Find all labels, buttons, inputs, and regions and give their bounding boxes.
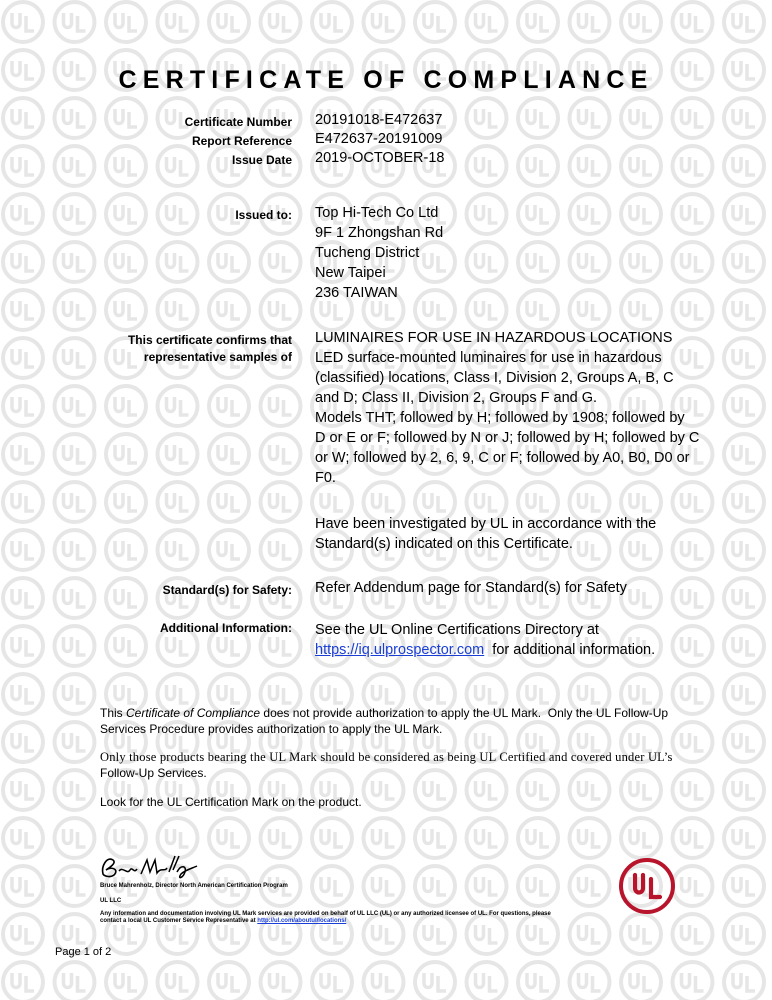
product-description bbox=[315, 328, 725, 488]
report-reference: E472637-20191009 bbox=[315, 131, 443, 147]
additional-info bbox=[315, 620, 725, 660]
standards-label: Standard(s) for Safety: bbox=[162, 583, 292, 597]
disclaimer-line2: contact a local UL Customer Service Representative at http://ul.com/aboutul/locations/ bbox=[100, 918, 347, 924]
investigation-statement bbox=[315, 514, 725, 554]
ulprospector-link[interactable]: https://iq.ulprospector.com bbox=[315, 642, 485, 658]
confirms-label-line2: representative samples of bbox=[143, 350, 292, 364]
description-line: LED surface-mounted luminaires for use in hazardous bbox=[315, 350, 662, 366]
additional-info-label: Additional Information: bbox=[160, 621, 292, 635]
description-line: Models THT; followed by H; followed by 1908; followed by bbox=[315, 410, 685, 426]
issued-to-address bbox=[315, 203, 725, 303]
disclaimer-line1: Any information and documentation involving UL Mark services are provided on behalf of UL LLC (UL) or any authorized licensee of UL. For questions, please bbox=[100, 911, 551, 917]
address-line: 9F 1 Zhongshan Rd bbox=[315, 225, 444, 241]
handwritten-signature bbox=[97, 850, 202, 882]
signer-name: Bruce Mahrenholz, Director North American Certification Program bbox=[100, 883, 288, 889]
address-line: New Taipei bbox=[315, 265, 386, 281]
page-number: Page 1 of 2 bbox=[55, 946, 112, 958]
description-line: and D; Class II, Division 2, Groups F and G. bbox=[315, 390, 598, 406]
ul-logo-icon bbox=[619, 858, 675, 914]
description-line: (classified) locations, Class I, Division 2, Groups A, B, C bbox=[315, 370, 674, 386]
standards-value: Refer Addendum page for Standard(s) for Safety bbox=[315, 580, 627, 596]
issued-to-label: Issued to: bbox=[235, 208, 292, 222]
company-name: UL LLC bbox=[100, 898, 122, 904]
address-line: Top Hi-Tech Co Ltd bbox=[315, 205, 439, 221]
certificate-number: 20191018-E472637 bbox=[315, 112, 443, 128]
additional-info-line1: See the UL Online Certifications Directory at bbox=[315, 622, 599, 638]
note-look-for-mark: Look for the UL Certification Mark on the product. bbox=[100, 795, 362, 809]
issue-date: 2019-OCTOBER-18 bbox=[315, 150, 445, 166]
product-heading: LUMINAIRES FOR USE IN HAZARDOUS LOCATIONS bbox=[315, 330, 673, 346]
address-line: 236 TAIWAN bbox=[315, 285, 398, 301]
ul-locations-link[interactable]: http://ul.com/aboutul/locations/ bbox=[257, 918, 347, 924]
note-follow-up: Only those products bearing the UL Mark should be considered as being UL Certified and covered under UL’s Follow-Up Services. bbox=[100, 750, 673, 780]
description-line: or W; followed by 2, 6, 9, C or F; followed by A0, B0, D0 or bbox=[315, 450, 690, 466]
description-line: F0. bbox=[315, 470, 336, 486]
report-reference-label: Report Reference bbox=[191, 134, 292, 148]
issue-date-label: Issue Date bbox=[231, 153, 292, 167]
description-line: D or E or F; followed by N or J; followed by H; followed by C bbox=[315, 430, 700, 446]
confirms-label-line1: This certificate confirms that bbox=[127, 333, 292, 347]
statement-line: Standard(s) indicated on this Certificate. bbox=[315, 536, 573, 552]
note-authorization: This Certificate of Compliance does not provide authorization to apply the UL Mark. Only the UL Follow-Up Services Procedure provides authorization to apply the UL Mark. bbox=[100, 706, 669, 736]
page-title: CERTIFICATE OF COMPLIANCE bbox=[118, 66, 654, 94]
statement-line: Have been investigated by UL in accordance with the bbox=[315, 516, 657, 532]
certificate-number-label: Certificate Number bbox=[184, 115, 292, 129]
additional-info-suffix: for additional information. bbox=[484, 642, 656, 658]
address-line: Tucheng District bbox=[315, 245, 420, 261]
